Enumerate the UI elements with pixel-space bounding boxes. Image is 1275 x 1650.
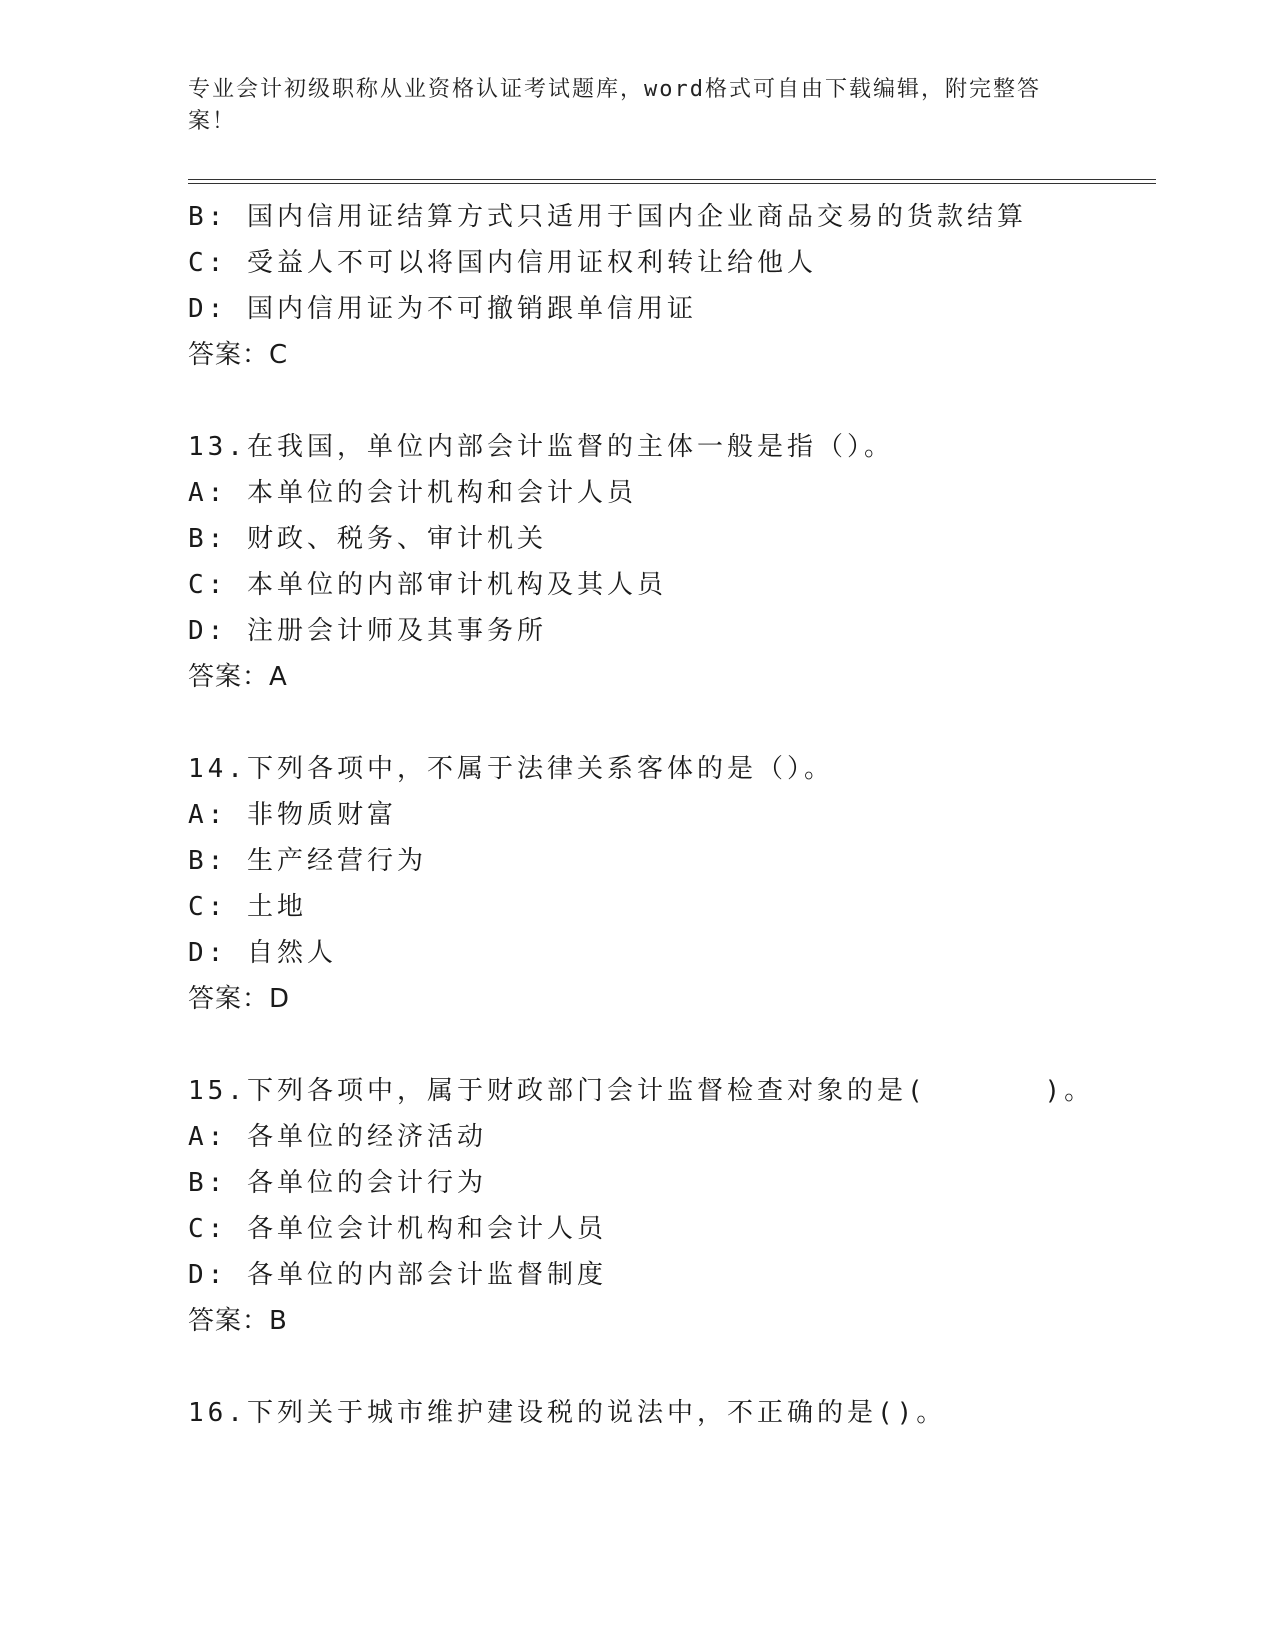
option-c: C: 受益人不可以将国内信用证权利转让给他人: [188, 248, 817, 278]
question-stem: 14.下列各项中，不属于法律关系客体的是（）。: [188, 754, 834, 784]
option-c: C: 各单位会计机构和会计人员: [188, 1214, 607, 1244]
option-b: B: 生产经营行为: [188, 846, 427, 876]
option-d: D: 自然人: [188, 938, 337, 968]
question-list: [188, 194, 1148, 1436]
question-stem: 15.下列各项中，属于财政部门会计监督检查对象的是( )。: [188, 1076, 1095, 1106]
option-a: A: 各单位的经济活动: [188, 1122, 487, 1152]
header-rule-bottom: [188, 183, 1156, 184]
question-14: [188, 746, 1148, 1022]
option-d: D: 注册会计师及其事务所: [188, 616, 547, 646]
question-15: [188, 1068, 1148, 1344]
answer: 答案：B: [188, 1306, 288, 1336]
option-d: D: 国内信用证为不可撤销跟单信用证: [188, 294, 697, 324]
option-c: C: 土地: [188, 892, 307, 922]
option-b: B: 国内信用证结算方式只适用于国内企业商品交易的货款结算: [188, 202, 1027, 232]
answer: 答案：A: [188, 662, 288, 692]
answer: 答案：C: [188, 340, 289, 370]
question-stem: 13.在我国，单位内部会计监督的主体一般是指（）。: [188, 432, 894, 462]
answer: 答案：D: [188, 984, 291, 1014]
option-d: D: 各单位的内部会计监督制度: [188, 1260, 607, 1290]
header-rule-top: [188, 179, 1156, 180]
option-c: C: 本单位的内部审计机构及其人员: [188, 570, 667, 600]
question-13: [188, 424, 1148, 700]
question-stem: 16.下列关于城市维护建设税的说法中，不正确的是()。: [188, 1398, 947, 1428]
option-b: B: 各单位的会计行为: [188, 1168, 487, 1198]
option-a: A: 非物质财富: [188, 800, 397, 830]
question-16: [188, 1390, 1148, 1436]
option-a: A: 本单位的会计机构和会计人员: [188, 478, 637, 508]
question-12-continued: [188, 194, 1148, 378]
document-header: 专业会计初级职称从业资格认证考试题库，word格式可自由下载编辑，附完整答案！: [188, 77, 1041, 134]
option-b: B: 财政、税务、审计机关: [188, 524, 547, 554]
